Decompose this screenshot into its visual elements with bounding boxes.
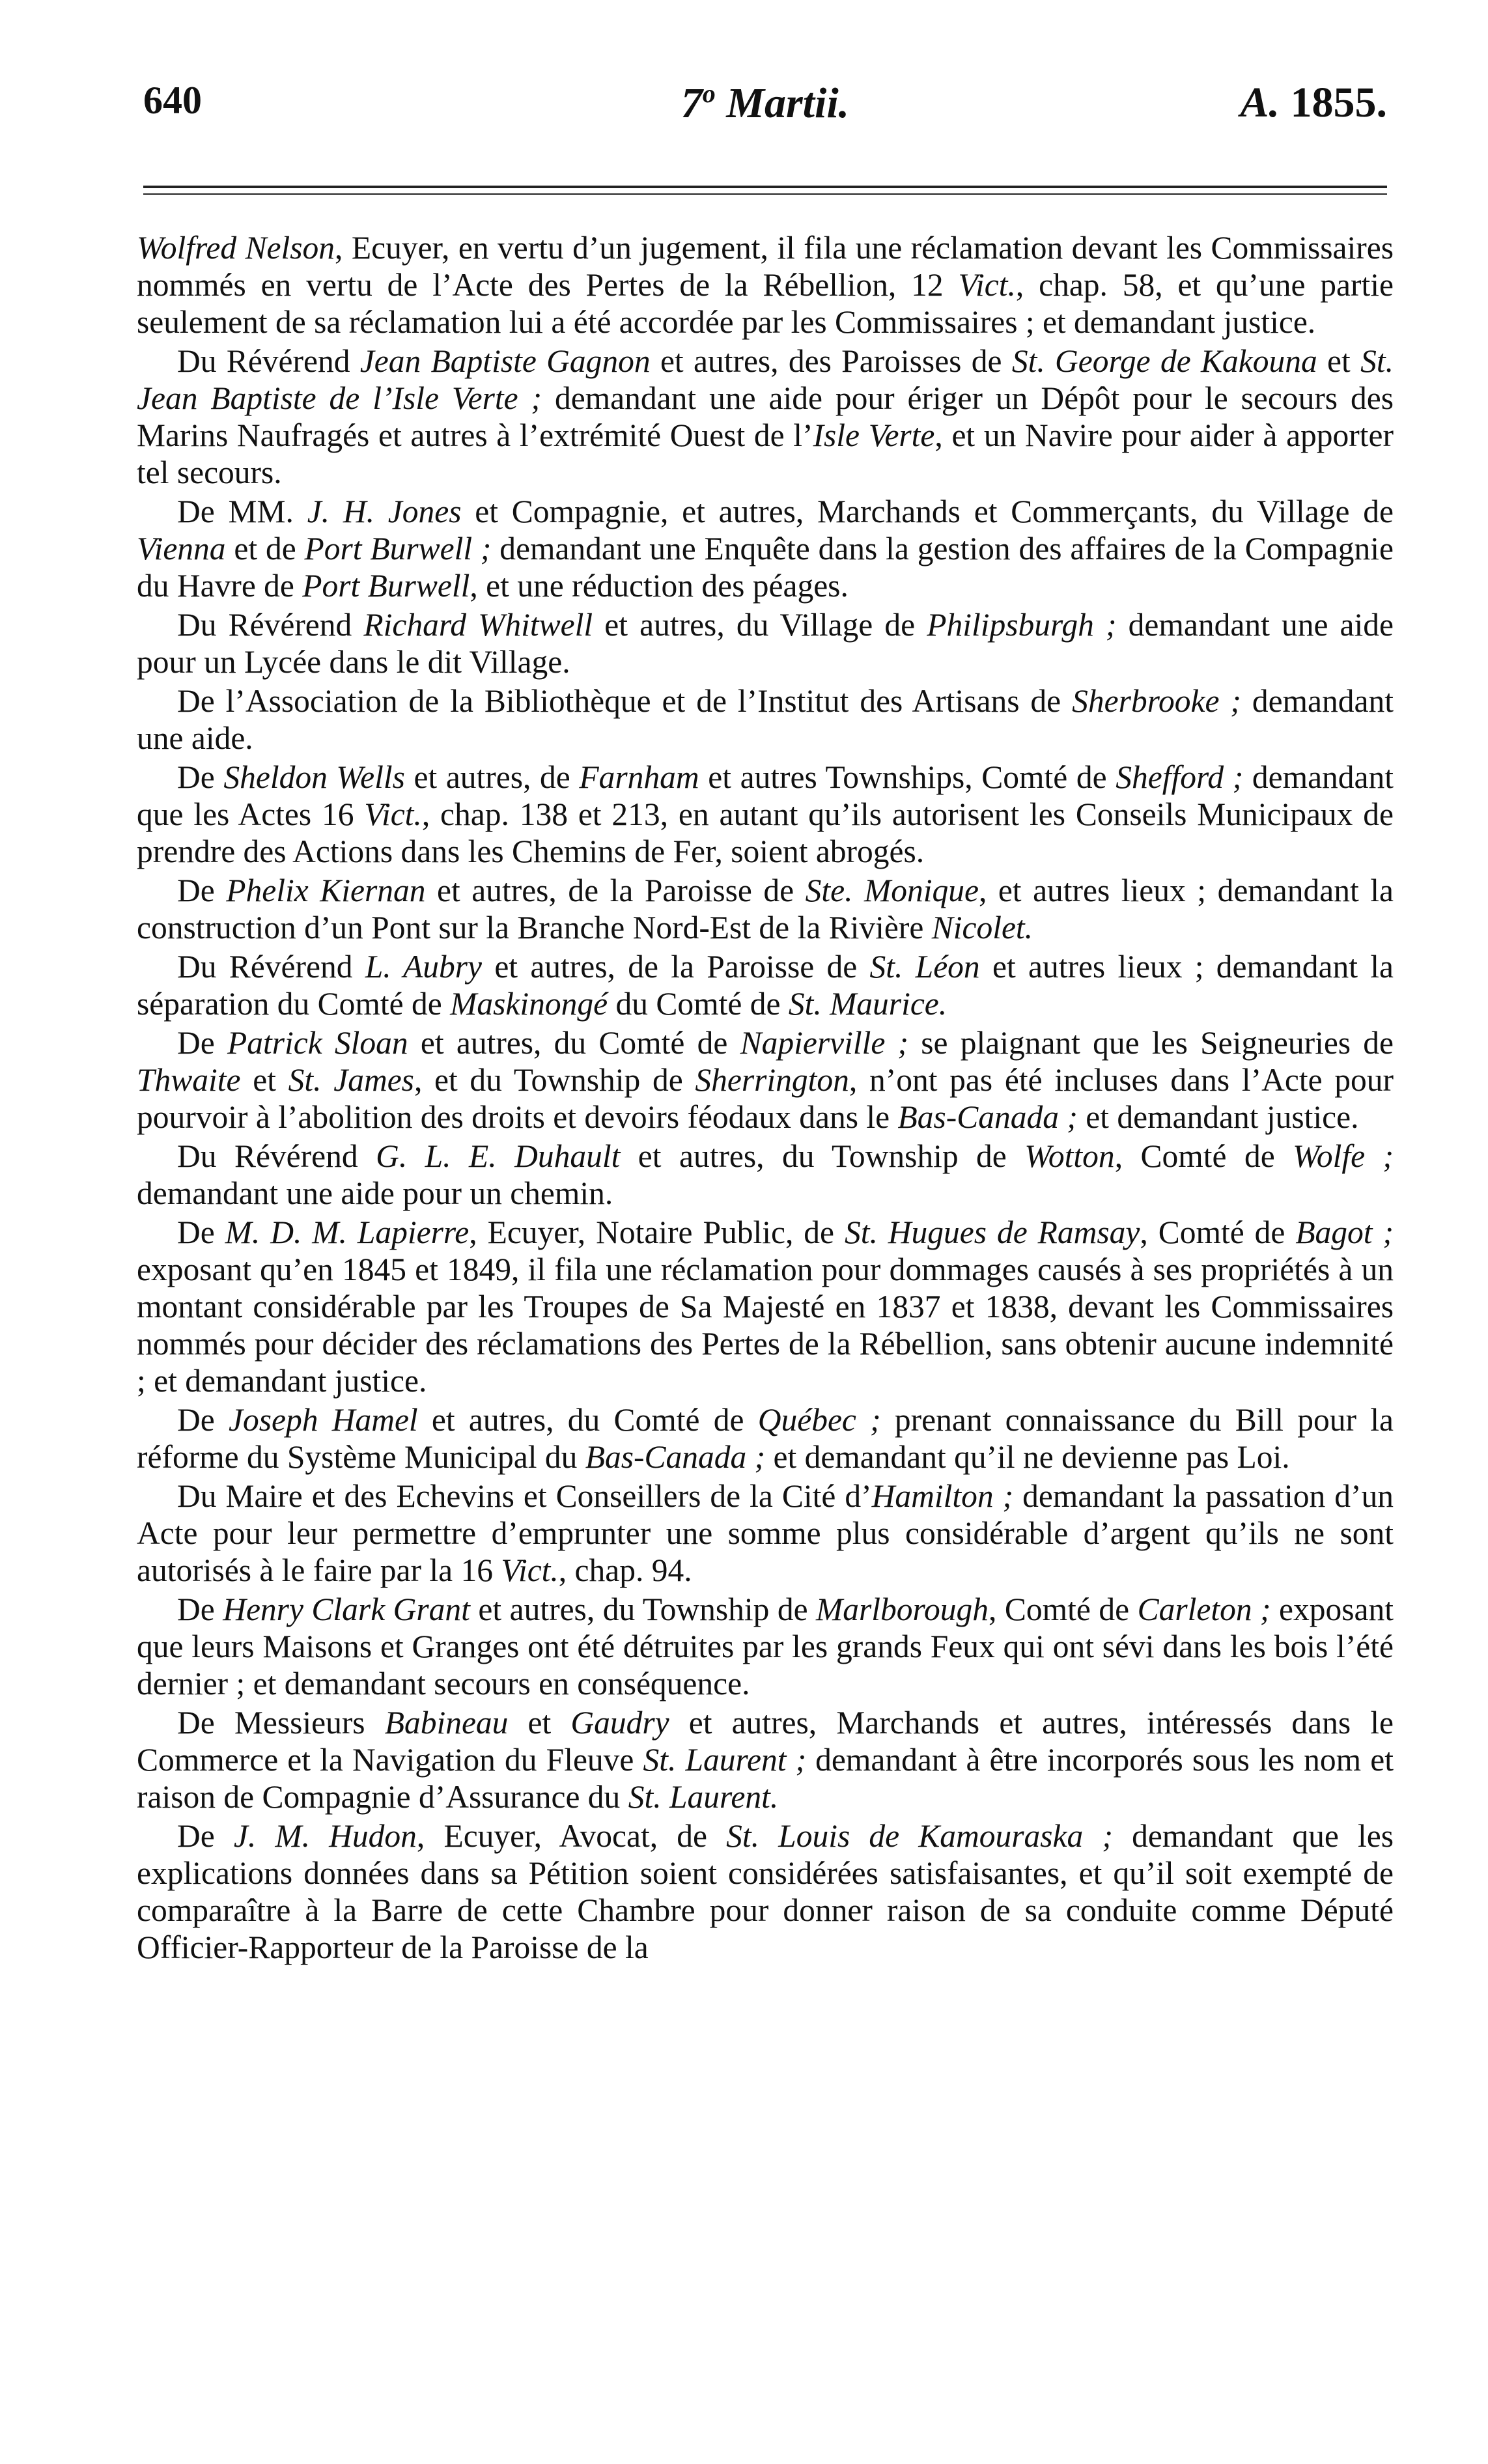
italic-name: Isle Verte [813, 417, 935, 453]
italic-name: Port Burwell ; [304, 531, 492, 567]
italic-name: Shefford ; [1116, 759, 1244, 795]
italic-name: Port Burwell [302, 568, 470, 604]
date-day: 7 [681, 79, 703, 127]
petition-paragraph [137, 1704, 1394, 1815]
italic-name: M. D. M. Lapierre [225, 1214, 470, 1250]
text-run: Du Révérend [177, 949, 365, 985]
italic-name: Vienna [137, 531, 226, 567]
text-run: , chap. 138 et 213, en autant qu’ils autorisent les Conseils Municipaux de prendre des Actions dans les Chemins de Fer, soient abrogés. [137, 796, 1394, 869]
text-run: De l’Association de la Bibliothèque et de l’Institut des Artisans de [177, 683, 1073, 719]
italic-name: Marlborough [816, 1591, 989, 1627]
italic-name: St. Jean Baptiste de l’Isle Verte ; [137, 343, 1394, 416]
text-run: De [177, 1818, 234, 1854]
year-value: 1855. [1290, 79, 1387, 126]
date-superscript: o [702, 79, 716, 108]
text-run: De [177, 1025, 227, 1061]
italic-name: Wotton [1024, 1138, 1115, 1174]
petitions-text [137, 229, 1394, 1968]
italic-name: St. Léon [869, 949, 980, 985]
text-run: et autres, du Township de [620, 1138, 1025, 1174]
text-run: , et un Navire pour aider à apporter tel secours. [137, 417, 1394, 490]
petition-paragraph [137, 493, 1394, 604]
italic-name: St. George de Kakouna [1011, 343, 1317, 379]
petition-paragraph [137, 872, 1394, 946]
text-run: , Comté de [988, 1591, 1138, 1627]
italic-name: Vict. [501, 1552, 559, 1588]
text-run: De [177, 1214, 225, 1250]
italic-name: Hamilton ; [871, 1478, 1014, 1514]
italic-name: Philipsburgh ; [927, 607, 1117, 643]
italic-name: Bas-Canada ; [897, 1099, 1078, 1135]
text-run: De [177, 759, 224, 795]
text-run: exposant qu’en 1845 et 1849, il fila une réclamation pour dommages causés à ses propriétés à un montant considérable par les Troupes de Sa Majesté en 1837 et 1838, devant les Commissaires nommés pour décider des réclamations des Pertes de la Rébellion, sans obtenir aucune indemnité ; et demandant justice. [137, 1252, 1394, 1399]
text-run: , Comté de [1140, 1214, 1296, 1250]
text-run: Du Maire et des Echevins et Conseillers de la Cité d’ [177, 1478, 872, 1514]
petition-paragraph [137, 229, 1394, 341]
text-run: Du Révérend [177, 343, 360, 379]
italic-name: Carleton ; [1137, 1591, 1271, 1627]
petition-paragraph [137, 759, 1394, 870]
petition-paragraph [137, 948, 1394, 1022]
text-run: De [177, 1591, 223, 1627]
petition-paragraph [137, 1591, 1394, 1702]
text-run: et autres, du Comté de [417, 1402, 758, 1438]
petition-paragraph [137, 1024, 1394, 1136]
text-run: et [1317, 343, 1361, 379]
text-run: et de [225, 531, 305, 567]
italic-name: Farnham [579, 759, 699, 795]
page-number: 640 [143, 79, 202, 122]
date-month: Martii. [726, 79, 850, 127]
text-run: et autres lieux ; demandant la séparation du Comté de [137, 949, 1394, 1022]
text-run: et demandant qu’il ne devienne pas Loi. [765, 1439, 1290, 1475]
italic-name: Québec ; [757, 1402, 881, 1438]
petition-paragraph [137, 343, 1394, 491]
text-run: demandant que les Actes 16 [137, 759, 1394, 832]
italic-name: Babineau [384, 1705, 509, 1741]
text-run: se plaignant que les Seigneuries de [908, 1025, 1394, 1061]
italic-name: St. Maurice. [788, 986, 948, 1022]
text-run: et autres, Marchands et autres, intéressés dans le Commerce et la Navigation du Fleuve [137, 1705, 1394, 1778]
italic-name: Napierville ; [740, 1025, 909, 1061]
italic-name: Thwaite [137, 1062, 241, 1098]
text-run: et [240, 1062, 288, 1098]
italic-name: Phelix Kiernan [226, 873, 426, 908]
text-run: demandant une aide pour ériger un Dépôt pour le secours des Marins Naufragés et autres à l’extrémité Ouest de l’ [137, 380, 1394, 453]
italic-name: Bas-Canada ; [585, 1439, 766, 1475]
italic-name: Jean Baptiste Gagnon [359, 343, 651, 379]
text-run: De Messieurs [177, 1705, 385, 1741]
text-run: exposant que leurs Maisons et Granges ont été détruites par les grands Feux qui ont sévi dans les bois l’été dernier ; et demandant secours en conséquence. [137, 1591, 1394, 1701]
italic-name: Nicolet. [931, 910, 1033, 945]
petition-paragraph [137, 1138, 1394, 1212]
petition-paragraph [137, 1401, 1394, 1476]
text-run: et autres, de la Paroisse de [425, 873, 806, 908]
text-run: prenant connaissance du Bill pour la réforme du Système Municipal du [137, 1402, 1394, 1475]
text-run: et autres Townships, Comté de [699, 759, 1116, 795]
text-run: demandant à être incorporés sous les nom et raison de Compagnie d’Assurance du [137, 1742, 1394, 1815]
text-run: et Compagnie, et autres, Marchands et Commerçants, du Village de [461, 494, 1394, 529]
italic-name: Henry Clark Grant [223, 1591, 470, 1627]
header-rule-thin [143, 193, 1387, 195]
italic-name: Gaudry [570, 1705, 669, 1741]
petition-paragraph [137, 1214, 1394, 1399]
text-run: demandant une aide pour un chemin. [137, 1175, 613, 1211]
petition-paragraph [137, 1477, 1394, 1589]
italic-name: Richard Whitwell [363, 607, 593, 643]
italic-name: Bagot ; [1295, 1214, 1394, 1250]
text-run: demandant que les explications données dans sa Pétition soient considérées satisfaisantes, et qu’il soit exempté de comparaître à la Barre de cette Chambre pour donner raison de sa conduite comme Député Officier-Rapporteur de la Paroisse de la [137, 1818, 1394, 1965]
italic-name: Joseph Hamel [228, 1402, 418, 1438]
text-run: , n’ont pas été incluses dans l’Acte pour pourvoir à l’abolition des droits et devoirs féodaux dans le [137, 1062, 1394, 1135]
text-run: demandant une aide pour un Lycée dans le dit Village. [137, 607, 1394, 680]
italic-name: Wolfe ; [1293, 1138, 1394, 1174]
italic-name: J. H. Jones [307, 494, 462, 529]
text-run: , chap. 58, et qu’une partie seulement de sa réclamation lui a été accordée par les Commissaires ; et demandant justice. [137, 267, 1394, 340]
header-rule-thick [143, 186, 1387, 188]
year-label [1240, 78, 1387, 128]
year-prefix: A. [1240, 79, 1280, 126]
italic-name: Sheldon Wells [223, 759, 405, 795]
italic-name: St. James [288, 1062, 414, 1098]
text-run: De [177, 1402, 229, 1438]
italic-name: Wolfred Nelson [137, 230, 335, 266]
text-run: et autres, de [404, 759, 580, 795]
petition-paragraph [137, 606, 1394, 680]
italic-name: J. M. Hudon [233, 1818, 417, 1854]
text-run: et autres, du Comté de [408, 1025, 740, 1061]
text-run: , Ecuyer, Avocat, de [416, 1818, 727, 1854]
text-run: et autres, du Township de [470, 1591, 817, 1627]
italic-name: Ste. Monique [805, 873, 979, 908]
text-run: et autres, de la Paroisse de [482, 949, 870, 985]
italic-name: L. Aubry [365, 949, 483, 985]
text-run: et autres, des Paroisses de [650, 343, 1012, 379]
italic-name: Sherrington [695, 1062, 849, 1098]
text-run: , et autres lieux ; demandant la construction d’un Pont sur la Branche Nord-Est de la Rivière [137, 873, 1394, 945]
session-date [143, 78, 1387, 128]
petition-paragraph [137, 1817, 1394, 1966]
italic-name: St. Hugues de Ramsay [844, 1214, 1140, 1250]
text-run: , chap. 94. [558, 1552, 692, 1588]
page-header [143, 78, 1387, 143]
text-run: et [508, 1705, 571, 1741]
text-run: , Comté de [1114, 1138, 1293, 1174]
text-run: , et du Township de [414, 1062, 695, 1098]
text-run: demandant la passation d’un Acte pour leur permettre d’emprunter une somme plus considérable d’argent qu’ils ne sont autorisés à le faire par la 16 [137, 1478, 1394, 1588]
italic-name: Vict. [364, 796, 422, 832]
italic-name: G. L. E. Duhault [376, 1138, 621, 1174]
italic-name: St. Laurent ; [643, 1742, 807, 1778]
text-run: De MM. [177, 494, 307, 529]
text-run: demandant une aide. [137, 683, 1394, 756]
text-run: , et une réduction des péages. [470, 568, 849, 604]
text-run: demandant une Enquête dans la gestion des affaires de la Compagnie du Havre de [137, 531, 1394, 604]
text-run: , Ecuyer, en vertu d’un jugement, il fila une réclamation devant les Commissaires nommés en vertu de l’Acte des Pertes de la Rébellion, 12 [137, 230, 1394, 303]
text-run: du Comté de [608, 986, 789, 1022]
text-run: Du Révérend [177, 1138, 376, 1174]
italic-name: Maskinongé [450, 986, 608, 1022]
text-run: et autres, du Village de [593, 607, 927, 643]
italic-name: Patrick Sloan [227, 1025, 408, 1061]
italic-name: St. Laurent. [628, 1779, 779, 1815]
italic-name: Sherbrooke ; [1072, 683, 1241, 719]
text-run: Du Révérend [177, 607, 364, 643]
italic-name: St. Louis de Kamouraska ; [726, 1818, 1113, 1854]
petition-paragraph [137, 682, 1394, 757]
text-run: et demandant justice. [1077, 1099, 1359, 1135]
text-run: De [177, 873, 227, 908]
text-run: , Ecuyer, Notaire Public, de [469, 1214, 845, 1250]
italic-name: Vict. [958, 267, 1016, 303]
